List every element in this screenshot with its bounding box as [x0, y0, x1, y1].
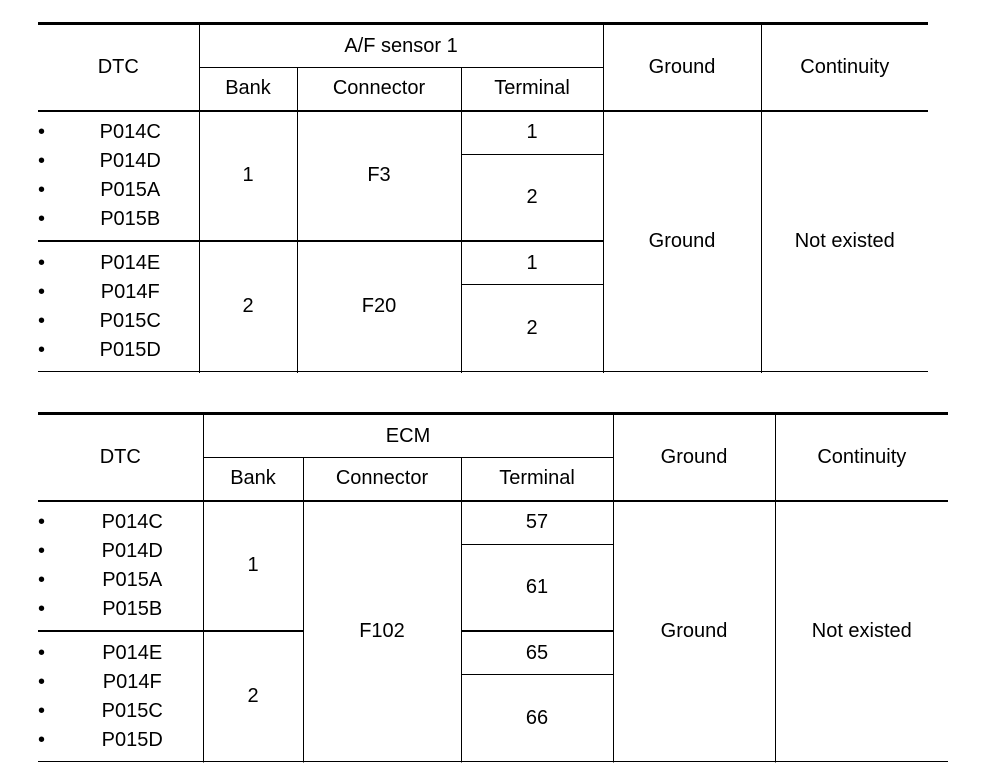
header-continuity: Continuity	[775, 414, 948, 501]
dtc-cell-bank2	[38, 241, 199, 372]
dtc-code: • P015A	[38, 176, 199, 205]
connector-value: F102	[303, 501, 461, 762]
dtc-code: • P015D	[38, 336, 199, 365]
bank-value: 1	[199, 111, 297, 242]
terminal-value: 65	[461, 631, 613, 675]
dtc-code: • P014E	[38, 639, 203, 668]
dtc-code: • P015D	[38, 726, 203, 755]
ground-value: Ground	[613, 501, 775, 762]
ecm-continuity-table	[38, 412, 948, 762]
dtc-code: • P014F	[38, 278, 199, 307]
dtc-code: • P014C	[38, 118, 199, 147]
bank-value: 2	[199, 241, 297, 372]
dtc-code: • P014E	[38, 249, 199, 278]
terminal-value: 1	[461, 111, 603, 155]
dtc-code: • P014F	[38, 668, 203, 697]
header-ground: Ground	[603, 24, 761, 111]
dtc-code: • P014C	[38, 508, 203, 537]
header-connector: Connector	[297, 68, 461, 111]
terminal-value: 2	[461, 154, 603, 241]
continuity-value: Not existed	[775, 501, 948, 762]
ground-value: Ground	[603, 111, 761, 372]
header-ecm: ECM	[203, 414, 613, 458]
terminal-value: 1	[461, 241, 603, 285]
af-sensor-continuity-table	[38, 22, 928, 372]
terminal-value: 2	[461, 285, 603, 372]
dtc-code: • P014D	[38, 147, 199, 176]
dtc-code: • P015B	[38, 205, 199, 234]
header-connector: Connector	[303, 458, 461, 501]
dtc-code: • P015B	[38, 595, 203, 624]
terminal-value: 66	[461, 675, 613, 762]
dtc-cell-bank2	[38, 631, 203, 762]
header-bank: Bank	[199, 68, 297, 111]
dtc-code: • P015A	[38, 566, 203, 595]
terminal-value: 57	[461, 501, 613, 545]
header-terminal: Terminal	[461, 458, 613, 501]
header-af-sensor-1: A/F sensor 1	[199, 24, 603, 68]
continuity-value: Not existed	[761, 111, 928, 372]
dtc-cell-bank1	[38, 111, 199, 242]
header-ground: Ground	[613, 414, 775, 501]
connector-value: F20	[297, 241, 461, 372]
dtc-code: • P014D	[38, 537, 203, 566]
header-dtc: DTC	[38, 24, 199, 111]
dtc-code: • P015C	[38, 307, 199, 336]
dtc-code: • P015C	[38, 697, 203, 726]
dtc-cell-bank1	[38, 501, 203, 632]
terminal-value: 61	[461, 544, 613, 631]
bank-value: 1	[203, 501, 303, 632]
header-dtc: DTC	[38, 414, 203, 501]
connector-value: F3	[297, 111, 461, 242]
header-terminal: Terminal	[461, 68, 603, 111]
bank-value: 2	[203, 631, 303, 762]
header-continuity: Continuity	[761, 24, 928, 111]
header-bank: Bank	[203, 458, 303, 501]
